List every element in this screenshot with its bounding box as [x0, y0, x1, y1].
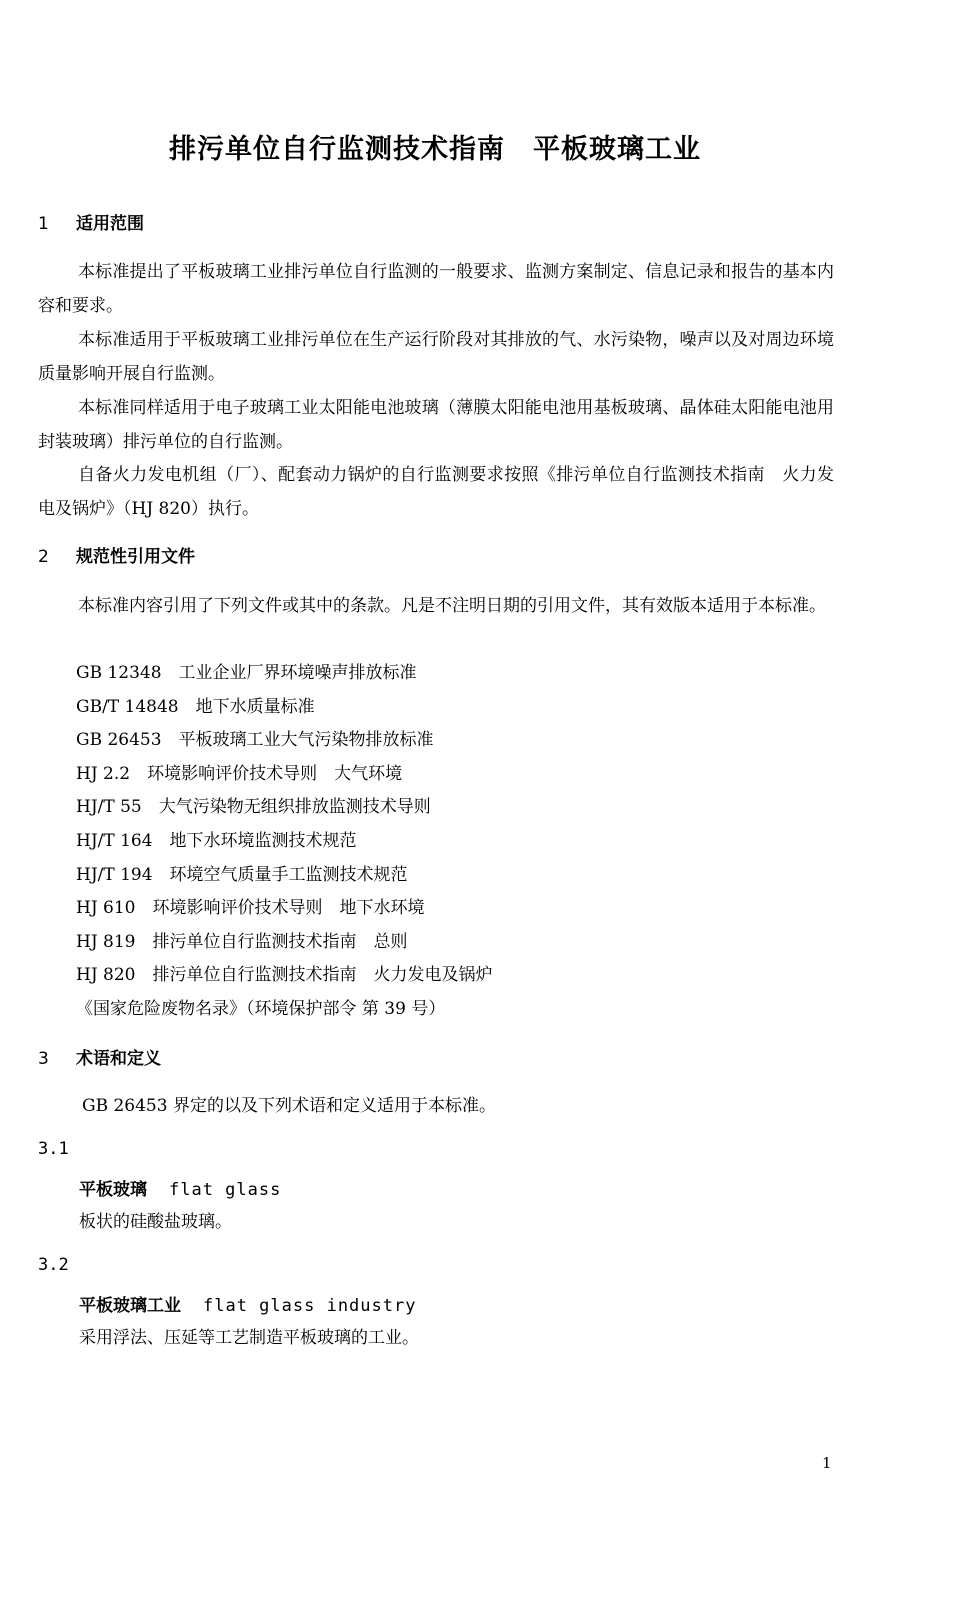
reference-item: HJ 2.2 环境影响评价技术导则 大气环境 [76, 764, 403, 784]
paragraph: 本标准同样适用于电子玻璃工业太阳能电池玻璃（薄膜太阳能电池用基板玻璃、晶体硅太阳能电池用封装玻璃）排污单位的自行监测。 [38, 398, 834, 452]
section-number: 1 [38, 214, 49, 234]
document-title: 排污单位自行监测技术指南 平板玻璃工业 [169, 134, 701, 165]
reference-item: HJ/T 55 大气污染物无组织排放监测技术导则 [76, 797, 431, 817]
term-number: 3.2 [38, 1255, 69, 1275]
term-entry [79, 1178, 281, 1202]
section-heading-3 [38, 1047, 161, 1071]
section-heading-1 [38, 212, 144, 236]
term-definition: 板状的硅酸盐玻璃。 [79, 1212, 232, 1232]
reference-item: HJ/T 194 环境空气质量手工监测技术规范 [76, 865, 408, 885]
paragraph: 自备火力发电机组（厂）、配套动力锅炉的自行监测要求按照《排污单位自行监测技术指南 火力发电及锅炉》（HJ 820）执行。 [38, 465, 834, 519]
section-heading-text: 规范性引用文件 [76, 547, 195, 567]
reference-item: GB 26453 平板玻璃工业大气污染物排放标准 [76, 730, 434, 750]
section-number: 2 [38, 547, 49, 567]
section-number: 3 [38, 1049, 49, 1069]
section-heading-2 [38, 545, 195, 569]
term-entry [79, 1294, 416, 1318]
paragraph: 本标准适用于平板玻璃工业排污单位在生产运行阶段对其排放的气、水污染物，噪声以及对周边环境质量影响开展自行监测。 [38, 330, 834, 384]
term-definition: 采用浮法、压延等工艺制造平板玻璃的工业。 [79, 1328, 419, 1348]
section-heading-text: 适用范围 [76, 214, 144, 234]
paragraph: 本标准提出了平板玻璃工业排污单位自行监测的一般要求、监测方案制定、信息记录和报告的基本内容和要求。 [38, 262, 834, 316]
section-intro: GB 26453 界定的以及下列术语和定义适用于本标准。 [82, 1096, 496, 1116]
section-heading-text: 术语和定义 [76, 1049, 161, 1069]
reference-item: HJ 610 环境影响评价技术导则 地下水环境 [76, 898, 425, 918]
reference-item: GB/T 14848 地下水质量标准 [76, 697, 315, 717]
reference-item: HJ 819 排污单位自行监测技术指南 总则 [76, 932, 408, 952]
term-english: flat glass industry [203, 1296, 417, 1316]
reference-item: HJ 820 排污单位自行监测技术指南 火力发电及锅炉 [76, 965, 493, 985]
term-english: flat glass [169, 1180, 282, 1200]
reference-item: HJ/T 164 地下水环境监测技术规范 [76, 831, 357, 851]
term-name: 平板玻璃 [79, 1180, 147, 1200]
reference-item: 《国家危险废物名录》（环境保护部令 第 39 号） [76, 999, 446, 1019]
paragraph: 本标准内容引用了下列文件或其中的条款。凡是不注明日期的引用文件，其有效版本适用于本标准。 [78, 596, 826, 616]
term-number: 3.1 [38, 1139, 69, 1159]
reference-item: GB 12348 工业企业厂界环境噪声排放标准 [76, 663, 417, 683]
term-name: 平板玻璃工业 [79, 1296, 181, 1316]
page-number: 1 [822, 1454, 832, 1472]
